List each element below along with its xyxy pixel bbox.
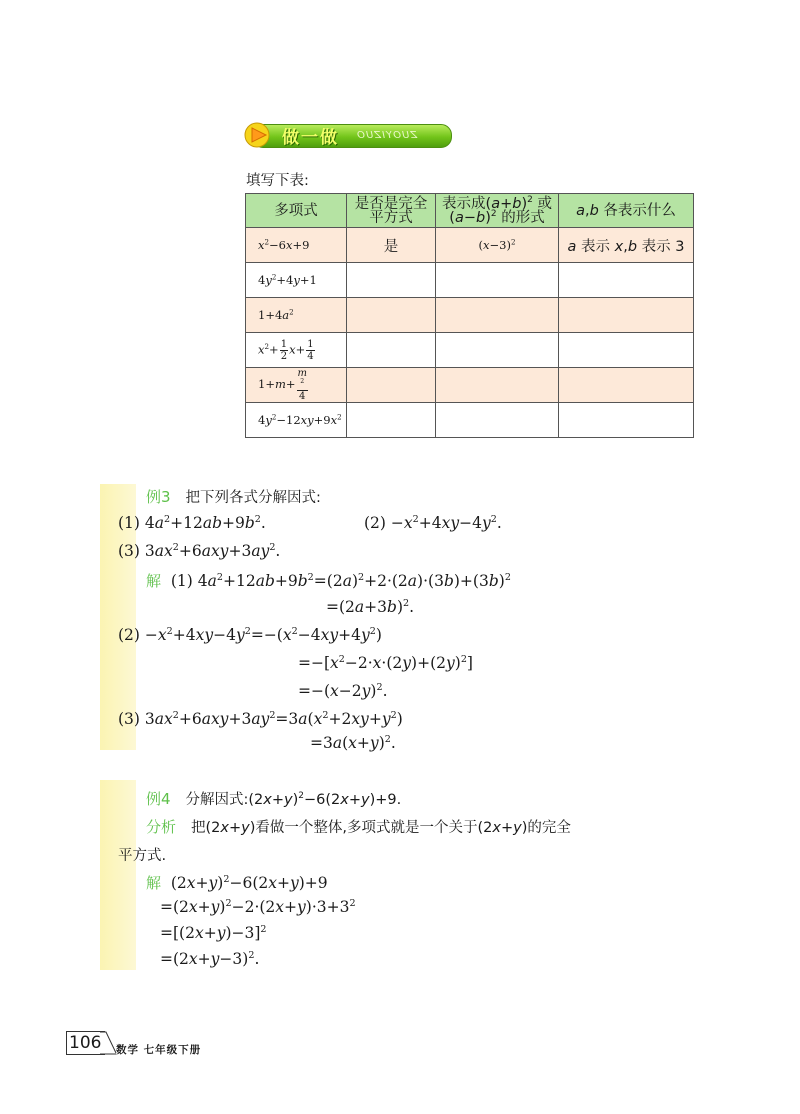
example4-heading: [146, 788, 401, 809]
cell-is-square[interactable]: [347, 298, 436, 333]
cell-form[interactable]: [436, 403, 559, 438]
example3-label: 例3: [146, 488, 171, 506]
example3-solution-3b: $=3a(x+y)^2$.: [310, 733, 396, 752]
section-banner: [244, 122, 452, 148]
example4-solution-1: 解 $(2x+y)^2-6(2x+y)+9$: [146, 873, 328, 892]
cell-polynomial: $1+4a^2$: [246, 298, 347, 333]
example3-solution-label: 解: [146, 572, 162, 590]
table-row: [246, 368, 694, 403]
table-row: [246, 298, 694, 333]
cell-meaning: a 表示 x,b 表示 3: [559, 228, 694, 263]
cell-form[interactable]: [436, 298, 559, 333]
cell-polynomial: $x^2-6x+9$: [246, 228, 347, 263]
page-number: 106: [66, 1031, 105, 1055]
margin-highlight-bar: [100, 780, 136, 970]
table-instruction: 填写下表:: [246, 173, 309, 189]
cell-is-square: 是: [347, 228, 436, 263]
example4-analysis-label: 分析: [146, 818, 177, 836]
example4-analysis: [146, 816, 571, 837]
play-arrow-icon: [244, 122, 274, 148]
cell-polynomial: $4y^2-12xy+9x^2$: [246, 403, 347, 438]
example4-label: 例4: [146, 790, 171, 808]
example4-analysis-text: 把(2x+y)看做一个整体,多项式就是一个关于(2x+y)的完全: [190, 820, 571, 836]
example3-solution-2a: $(2) -x^2+4xy-4y^2=-(x^2-4xy+4y^2)$: [118, 625, 382, 644]
cell-polynomial: 1+m+ m $^2$ 4: [246, 368, 347, 403]
cell-meaning[interactable]: [559, 333, 694, 368]
example3-prompt: 把下列各式分解因式:: [185, 490, 321, 506]
cell-meaning[interactable]: [559, 263, 694, 298]
header-is-square: 是否是完全 平方式: [347, 194, 436, 228]
example3-solution-3a: (3) $3ax^2+6axy+3ay^2=3a(x^2+2xy+y^2)$: [118, 709, 403, 728]
cell-is-square[interactable]: [347, 368, 436, 403]
example3-solution-1a: 解 (1) $4a^2+12ab+9b^2=(2a)^2+2\cdot(2a)\cdot(3b)+(3b)^2$: [146, 571, 511, 590]
example3-solution-2b: $=-[x^2-2\cdot x\cdot(2y)+(2y)^2]$: [298, 653, 473, 672]
example3-problem-3: (3) $3ax^2+6axy+3ay^2$.: [118, 541, 281, 560]
example3-solution-1b: $=(2a+3b)^2$.: [326, 597, 415, 616]
cell-form: $(x-3)^2$: [436, 228, 559, 263]
cell-form[interactable]: [436, 333, 559, 368]
example3-problem-1: (1) $4a^2+12ab+9b^2$.: [118, 513, 266, 532]
table-row: [246, 228, 694, 263]
table-row: [246, 333, 694, 368]
header-polynomial: 多项式: [246, 194, 347, 228]
example4-solution-2: $=(2x+y)^2-2\cdot(2x+y)\cdot 3+3^2$: [160, 897, 356, 916]
example4-solution-3: $=[(2x+y)-3]^2$: [160, 923, 267, 942]
example3-heading: [146, 486, 321, 507]
example4-analysis-cont: 平方式.: [118, 848, 167, 864]
banner-title: 做一做: [282, 128, 339, 148]
cell-form[interactable]: [436, 368, 559, 403]
cell-meaning[interactable]: [559, 403, 694, 438]
cell-polynomial: $4y^2+4y+1$: [246, 263, 347, 298]
example3-problem-2: $(2) -x^2+4xy-4y^2$.: [364, 513, 502, 532]
example3-solution-2c: $=-(x-2y)^2$.: [298, 681, 388, 700]
table-row: [246, 263, 694, 298]
banner-pinyin: ZUOYIZUO: [356, 130, 418, 141]
table-row: [246, 403, 694, 438]
cell-is-square[interactable]: [347, 403, 436, 438]
cell-polynomial: $x^2+$ $\frac{1}{2}$ x+ $\frac{1}{4}$: [246, 333, 347, 368]
cell-meaning[interactable]: [559, 368, 694, 403]
header-meaning: a,b 各表示什么: [559, 194, 694, 228]
cell-is-square[interactable]: [347, 333, 436, 368]
cell-meaning[interactable]: [559, 298, 694, 333]
cell-is-square[interactable]: [347, 263, 436, 298]
perfect-square-table: [245, 193, 694, 438]
example4-solution-4: $=(2x+y-3)^2$.: [160, 949, 260, 968]
example4-solution-label: 解: [146, 874, 162, 892]
header-form: 表示成$(a+b)^2$ 或 $(a-b)^2$ 的形式: [436, 194, 559, 228]
cell-form[interactable]: [436, 263, 559, 298]
book-title: 数学 七年级下册: [116, 1044, 202, 1056]
example4-prompt-text: 分解因式$:(2x+y)^2-6(2x+y)+9$.: [185, 791, 402, 808]
